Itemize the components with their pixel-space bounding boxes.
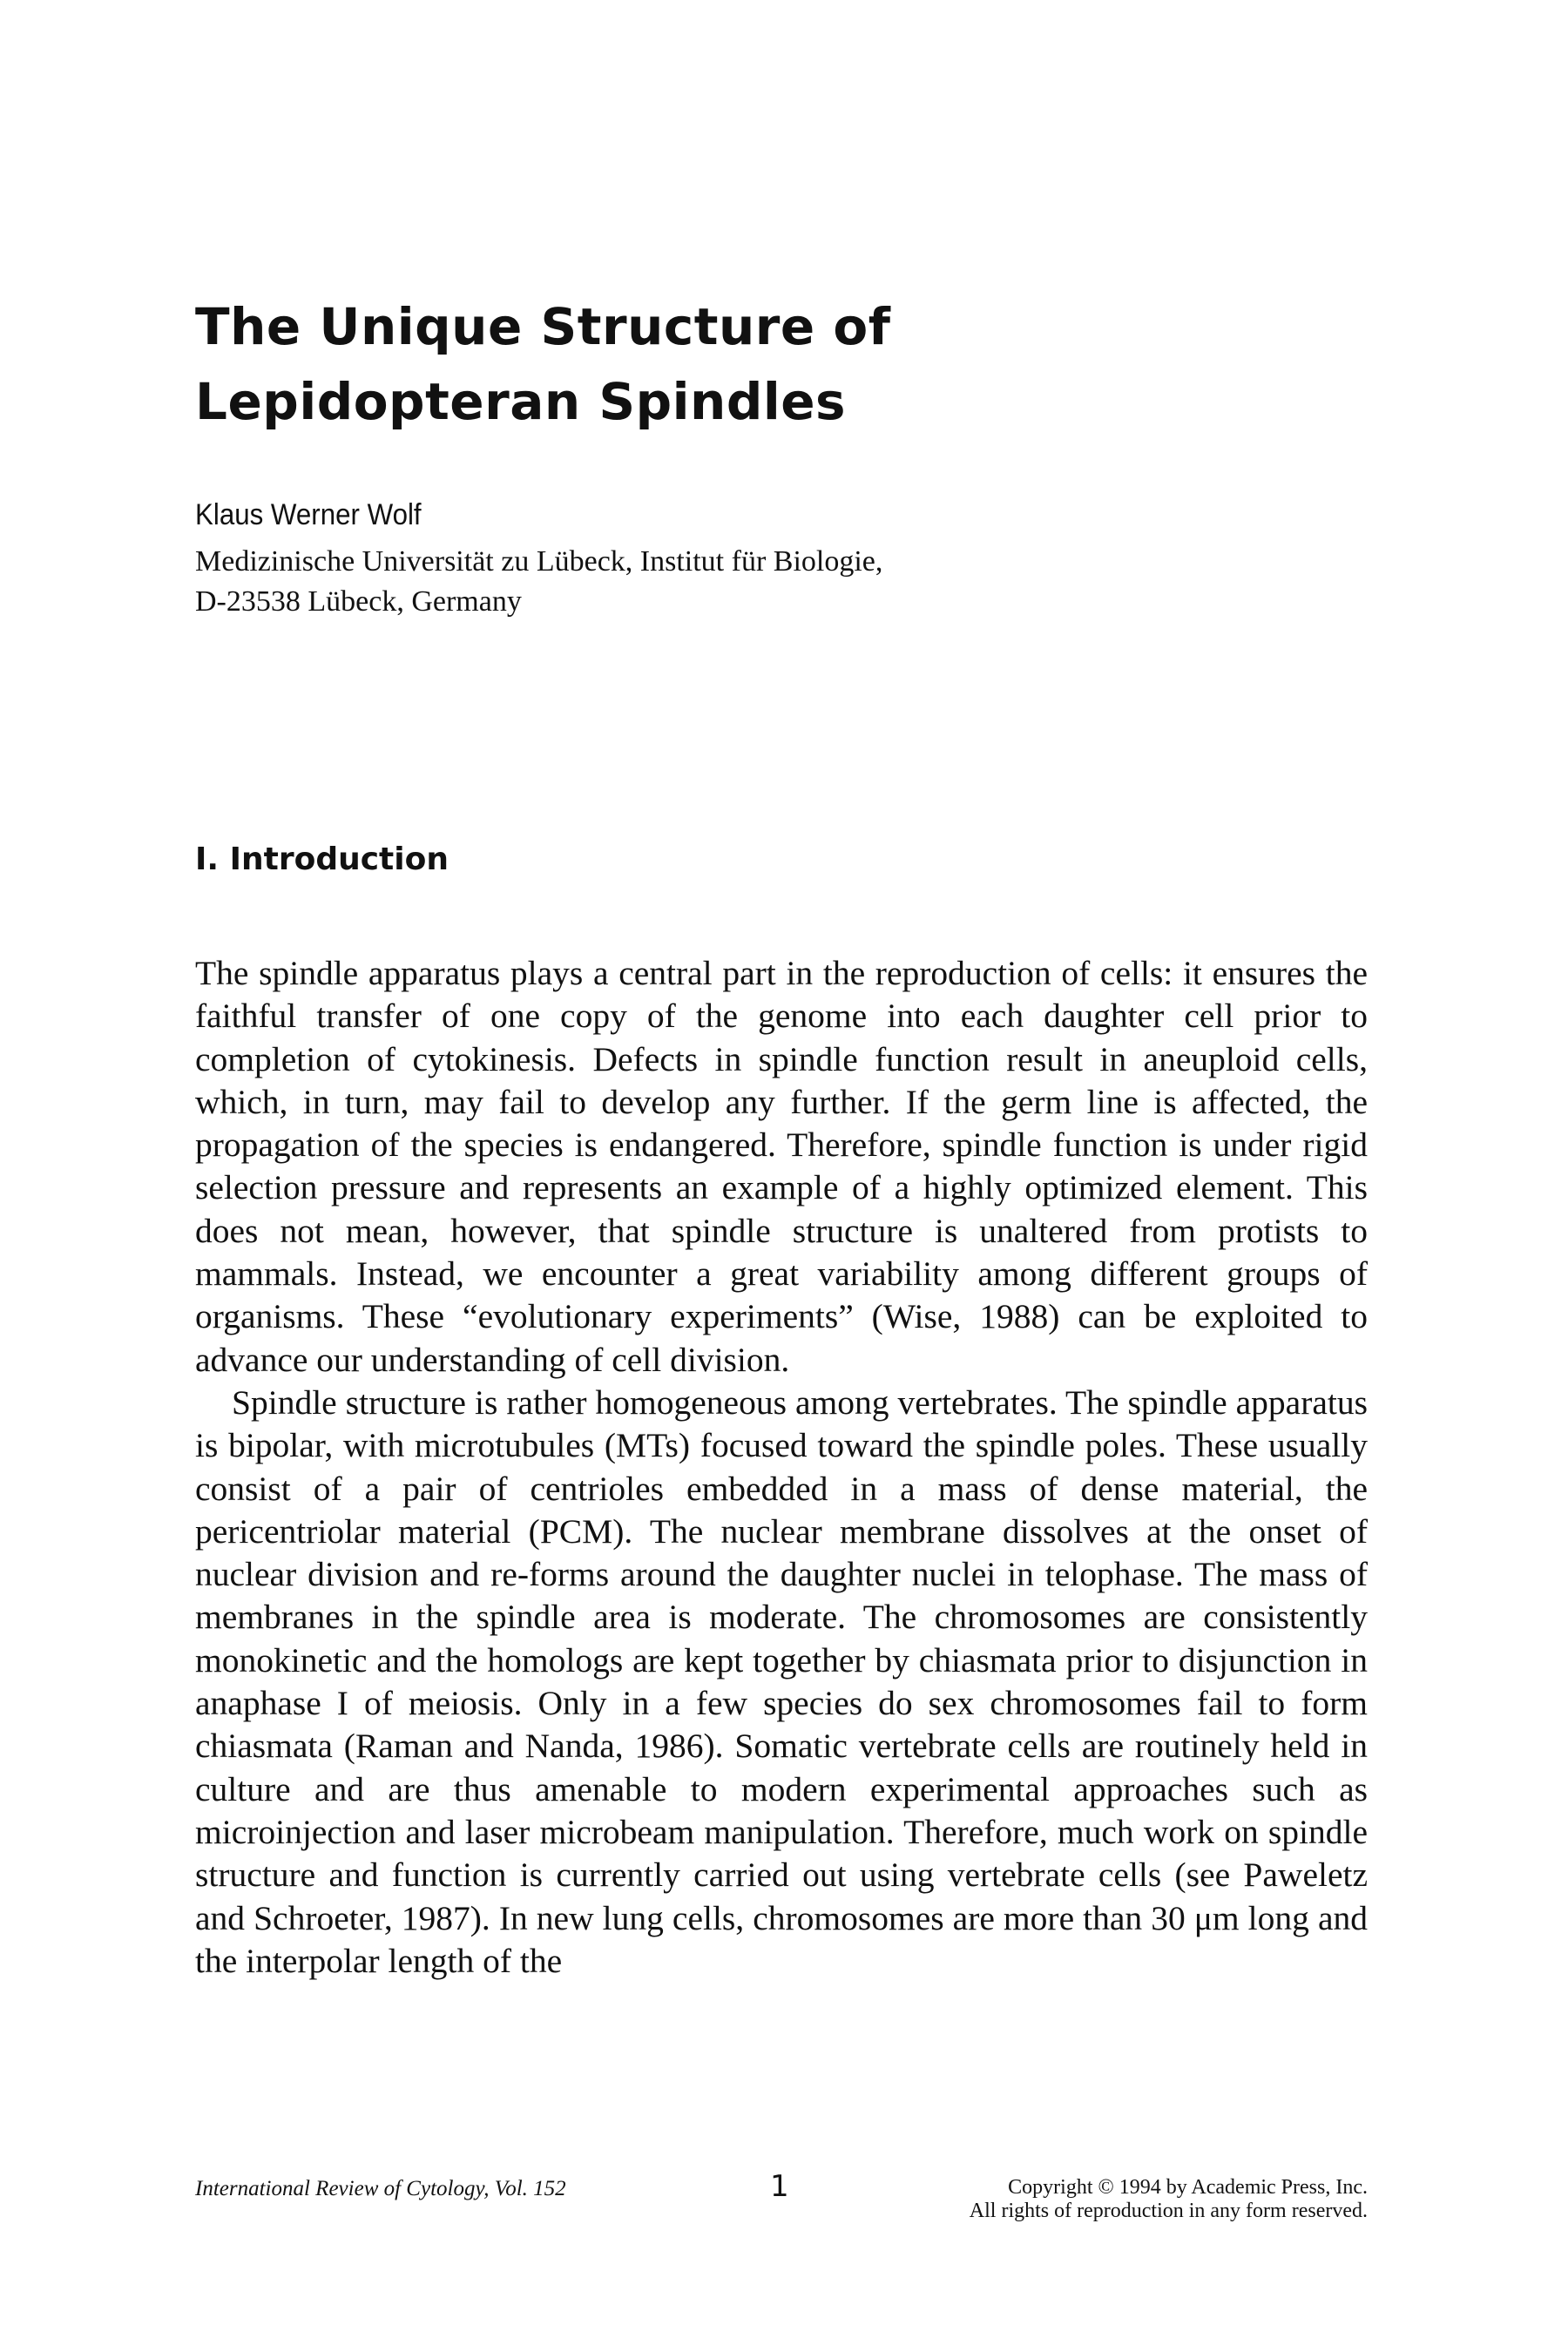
affiliation-line-2: D-23538 Lübeck, Germany (195, 585, 522, 618)
page-number: 1 (770, 2169, 789, 2204)
journal-citation: International Review of Cytology, Vol. 152 (195, 2177, 566, 2200)
section-heading: I. Introduction (195, 841, 449, 877)
paragraph-1: The spindle apparatus plays a central part in the reproduction of cells: it ensures the faithful transfer of one copy of the genome into each daughter cell prior to completion of cytokinesis. Defects in spindle function result in aneuploid cells, which, in turn, may fail to develop any further. If the germ line is affected, the propagation of the species is endangered. Therefore, spindle function is under rigid selection pressure and represents an example of a highly optimized element. This does not mean, however, that spindle structure is unaltered from protists to mammals. Instead, we encounter a great variability among different groups of organisms. These “evolutionary experiments” (Wise, 1988) can be exploited to advance our understanding of cell division. (195, 954, 1368, 1379)
title-line-2: Lepidopteran Spindles (195, 372, 847, 431)
copyright-line-2: All rights of reproduction in any form reserved. (969, 2200, 1368, 2222)
affiliation-line-1: Medizinische Universität zu Lübeck, Institut für Biologie, (195, 545, 883, 578)
author-name: Klaus Werner Wolf (195, 498, 422, 531)
copyright-line-1: Copyright © 1994 by Academic Press, Inc. (1008, 2176, 1368, 2199)
author-affiliation (195, 542, 1240, 622)
body-text (195, 952, 1368, 1983)
title-line-1: The Unique Structure of (195, 297, 891, 356)
page-footer (195, 2171, 1368, 2232)
copyright-notice (970, 2176, 1368, 2223)
article-title (195, 289, 1415, 439)
paragraph-2: Spindle structure is rather homogeneous among vertebrates. The spindle apparatus is bipolar, with microtubules (MTs) focused toward the spindle poles. These usually consist of a pair of centrioles embedded in a mass of dense material, the pericentriolar material (PCM). The nuclear membrane dissolves at the onset of nuclear division and re-forms around the daughter nuclei in telophase. The mass of membranes in the spindle area is moderate. The chromosomes are consistently monokinetic and the homologs are kept together by chiasmata prior to disjunction in anaphase I of meiosis. Only in a few species do sex chromosomes fail to form chiasmata (Raman and Nanda, 1986). Somatic vertebrate cells are routinely held in culture and are thus amenable to modern experimental approaches such as microinjection and laser microbeam manipulation. Therefore, much work on spindle structure and function is currently carried out using vertebrate cells (see Paweletz and Schroeter, 1987). In new lung cells, chromosomes are more than 30 μm long and the interpolar length of the (195, 1382, 1368, 1980)
